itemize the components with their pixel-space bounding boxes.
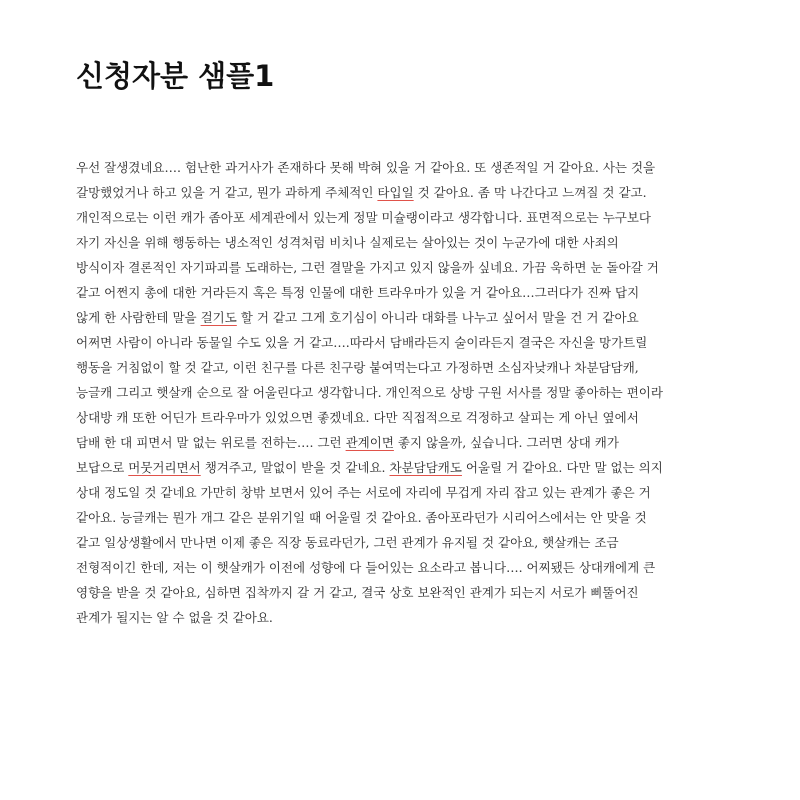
- body-line: [76, 430, 724, 455]
- body-text-segment: 같고 어쩐지 총에 대한 거라든지 혹은 특정 인물에 대한 트라우마가 있을 거 같아요…그러다가 진짜 답지: [76, 285, 640, 300]
- body-text-segment: 챙겨주고, 말없이 받을 것 같네요.: [200, 460, 390, 475]
- body-line: [76, 230, 724, 255]
- body-text-segment: 전형적이긴 한데, 저는 이 햇살캐가 이전에 성향에 다 들어있는 요소라고 봅니다…. 어찌됐든 상대캐에게 큰: [76, 560, 656, 575]
- body-text-segment: 할 거 같고 그게 호기심이 아니라 대화를 나누고 싶어서 말을 건 거 같아요: [236, 310, 639, 325]
- body-text-segment: 행동을 거침없이 할 것 같고, 이런 친구를 다른 친구랑 붙여먹는다고 가정하면 소심자낮캐나 차분담담캐,: [76, 360, 639, 375]
- page-title: 신청자분 샘플1: [76, 59, 275, 93]
- body-line: [76, 205, 724, 230]
- body-line: [76, 380, 724, 405]
- body-line: [76, 330, 724, 355]
- body-line: [76, 155, 724, 180]
- body-line: [76, 480, 724, 505]
- body-text-segment: 개인적으로는 이런 캐가 좀아포 세계관에서 있는게 정말 미슐랭이라고 생각합니다. 표면적으로는 누구보다: [76, 210, 652, 225]
- body-text-segment: 관계가 될지는 알 수 없을 것 같아요.: [76, 610, 273, 625]
- body-text-segment: 영향을 받을 것 같아요, 심하면 집착까지 갈 거 같고, 결국 상호 보완적인 관계가 되는지 서로가 삐뚤어진: [76, 585, 639, 600]
- spellcheck-flagged-word: 머뭇거리면서: [128, 460, 201, 475]
- body-line: [76, 255, 724, 280]
- body-line: [76, 280, 724, 305]
- spellcheck-flagged-word: 차분담담캐도: [389, 460, 462, 475]
- body-line: [76, 505, 724, 530]
- body-text-segment: 능글캐 그리고 햇살캐 순으로 잘 어울린다고 생각합니다. 개인적으로 상방 구원 서사를 정말 좋아하는 편이라: [76, 385, 663, 400]
- body-text-segment: 상대방 캐 또한 어딘가 트라우마가 있었으면 좋겠네요. 다만 직접적으로 걱정하고 살피는 게 아닌 옆에서: [76, 410, 639, 425]
- body-text-segment: 보답으로: [76, 460, 129, 475]
- body-line: [76, 455, 724, 480]
- body-line: [76, 605, 724, 630]
- body-line: [76, 530, 724, 555]
- body-text-segment: 것 같아요. 좀 막 나간다고 느껴질 것 같고.: [413, 185, 647, 200]
- body-text-segment: 자기 자신을 위해 행동하는 냉소적인 성격처럼 비치나 실제로는 살아있는 것이 누군가에 대한 사죄의: [76, 235, 619, 250]
- body-text-segment: 않게 한 사람한테 말을: [76, 310, 201, 325]
- body-line: [76, 580, 724, 605]
- spellcheck-flagged-word: 관계이면: [345, 435, 394, 450]
- spellcheck-flagged-word: 걸기도: [200, 310, 237, 325]
- body-line: [76, 555, 724, 580]
- spellcheck-flagged-word: 타입일: [377, 185, 414, 200]
- body-line: [76, 405, 724, 430]
- body-text-segment: 갈망했었거나 하고 있을 거 같고, 뭔가 과하게 주체적인: [76, 185, 378, 200]
- body-text-segment: 어쩌면 사람이 아니라 동물일 수도 있을 거 같고….따라서 담배라든지 술이라든지 결국은 자신을 망가트릴: [76, 335, 648, 350]
- body-text-segment: 우선 잘생겼네요…. 험난한 과거사가 존재하다 못해 박혀 있을 거 같아요. 또 생존적일 거 같아요. 사는 것을: [76, 160, 656, 175]
- body-line: [76, 305, 724, 330]
- body-text-segment: 어울릴 거 같아요. 다만 말 없는 의지: [461, 460, 663, 475]
- body-text-segment: 같고 일상생활에서 만나면 이제 좋은 직장 동료라던가, 그런 관계가 유지될 것 같아요, 햇살캐는 조금: [76, 535, 619, 550]
- body-line: [76, 355, 724, 380]
- document-body: [76, 155, 724, 630]
- body-line: [76, 180, 724, 205]
- body-text-segment: 담배 한 대 피면서 말 없는 위로를 전하는…. 그런: [76, 435, 346, 450]
- body-text-segment: 좋지 않을까, 싶습니다. 그러면 상대 캐가: [393, 435, 619, 450]
- body-text-segment: 상대 정도일 것 같네요 가만히 창밖 보면서 있어 주는 서로에 자리에 무겁게 자리 잡고 있는 관계가 좋은 거: [76, 485, 651, 500]
- body-text-segment: 같아요. 능글캐는 뭔가 개그 같은 분위기일 때 어울릴 것 같아요. 좀아포라던가 시리어스에서는 안 맞을 것: [76, 510, 647, 525]
- body-text-segment: 방식이자 결론적인 자기파괴를 도래하는, 그런 결말을 가지고 있지 않을까 싶네요. 가끔 욱하면 눈 돌아갈 거: [76, 260, 659, 275]
